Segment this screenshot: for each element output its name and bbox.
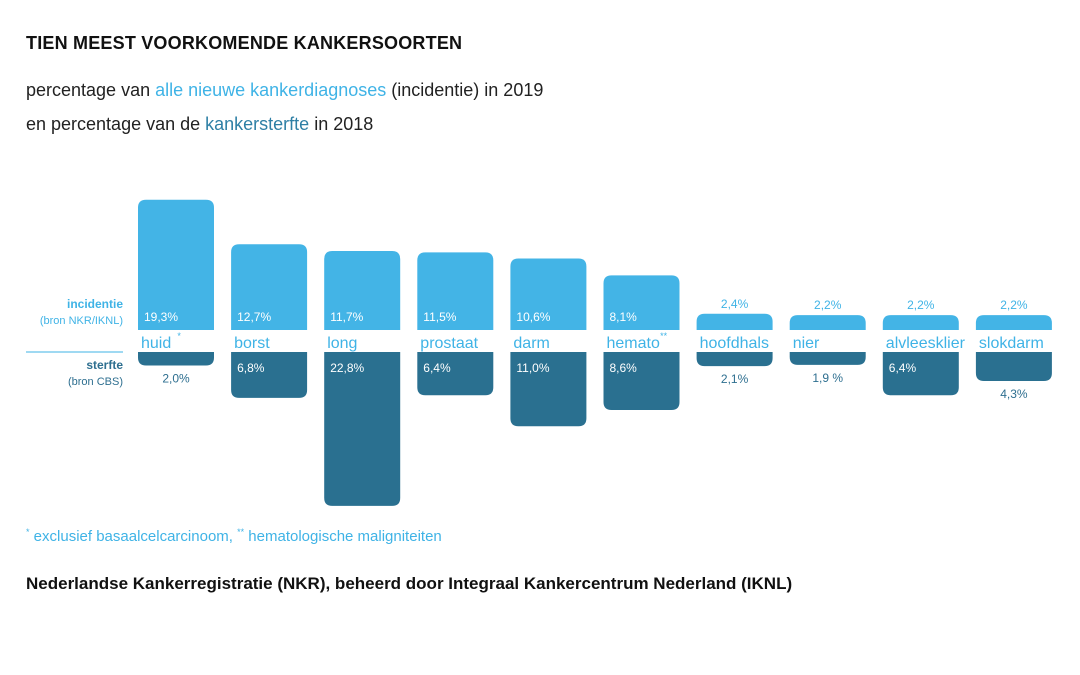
mortality-label-nier: 1,9 % <box>812 370 844 385</box>
incidence-label-prostaat: 11,5% <box>423 310 457 324</box>
mortality-label-hemato: 8,6% <box>609 361 637 375</box>
incidence-label-nier: 2,2% <box>814 298 842 313</box>
footnote-text-1: exclusief basaalcelcarcinoom, <box>29 528 238 545</box>
category-label-long: long <box>327 335 358 352</box>
category-label-slokdarm: slokdarm <box>978 335 1044 352</box>
mortality-bar-slokdarm <box>976 352 1052 381</box>
category-label-hemato: hemato <box>606 335 660 352</box>
category-label-huid: huid <box>141 335 172 352</box>
category-mark-huid: * <box>177 331 181 341</box>
category-label-alvleesklier: alvleesklier <box>885 335 965 352</box>
category-label-prostaat: prostaat <box>420 335 479 352</box>
mortality-label-borst: 6,8% <box>237 361 265 375</box>
legend-incidence-source: (bron NKR/IKNL) <box>39 315 123 327</box>
legend-incidence-label: incidentie <box>66 297 123 311</box>
subtitle-2-post: in 2018 <box>309 114 374 134</box>
mortality-label-long: 22,8% <box>330 361 365 375</box>
subtitle-1-pre: percentage van <box>26 80 156 100</box>
category-label-darm: darm <box>513 335 550 352</box>
mortality-bar-nier <box>790 352 866 365</box>
incidence-label-huid: 19,3% <box>144 310 179 324</box>
incidence-label-alvleesklier: 2,2% <box>907 298 935 313</box>
category-label-hoofdhals: hoofdhals <box>699 335 769 352</box>
mortality-label-hoofdhals: 2,1% <box>720 372 749 387</box>
mortality-label-huid: 2,0% <box>162 371 190 386</box>
incidence-bar-alvleesklier <box>883 315 959 330</box>
incidence-label-long: 11,7% <box>330 310 364 324</box>
category-mark-hemato: ** <box>660 331 668 341</box>
mortality-bar-long <box>324 352 400 506</box>
mortality-bar-huid <box>138 352 214 366</box>
source-line: Nederlandse Kankerregistratie (NKR), beheerd door Integraal Kankercentrum Nederland (IKNL) <box>26 574 793 593</box>
footnote-text-2: hematologische maligniteiten <box>244 528 442 545</box>
incidence-label-borst: 12,7% <box>237 310 272 324</box>
legend-mortality-label: sterfte <box>86 358 123 372</box>
legend-mortality-source: (bron CBS) <box>67 376 123 388</box>
subtitle-1-post: (incidentie) in 2019 <box>386 80 544 100</box>
incidence-bar-slokdarm <box>976 315 1052 330</box>
incidence-bar-hoofdhals <box>697 314 773 330</box>
incidence-label-hemato: 8,1% <box>609 310 637 324</box>
subtitle-2-highlight: kankersterfte <box>205 114 310 134</box>
mortality-label-darm: 11,0% <box>516 361 550 375</box>
footnote-mark-2: ** <box>237 527 245 537</box>
mortality-bar-hoofdhals <box>697 352 773 366</box>
mortality-label-alvleesklier: 6,4% <box>888 361 917 375</box>
subtitle-2-pre: en percentage van de <box>26 114 206 134</box>
mortality-label-prostaat: 6,4% <box>423 361 451 375</box>
chart-title: TIEN MEEST VOORKOMENDE KANKERSOORTEN <box>26 33 463 53</box>
incidence-label-darm: 10,6% <box>516 310 551 324</box>
category-label-nier: nier <box>792 335 820 352</box>
incidence-label-hoofdhals: 2,4% <box>720 296 749 311</box>
footnote <box>26 527 442 545</box>
incidence-label-slokdarm: 2,2% <box>1000 298 1028 313</box>
incidence-bar-nier <box>790 315 866 330</box>
footnote-mark-1: * <box>26 527 30 537</box>
subtitle-1-highlight: alle nieuwe kankerdiagnoses <box>155 80 387 100</box>
category-label-borst: borst <box>234 335 270 352</box>
mortality-label-slokdarm: 4,3% <box>1000 387 1028 402</box>
